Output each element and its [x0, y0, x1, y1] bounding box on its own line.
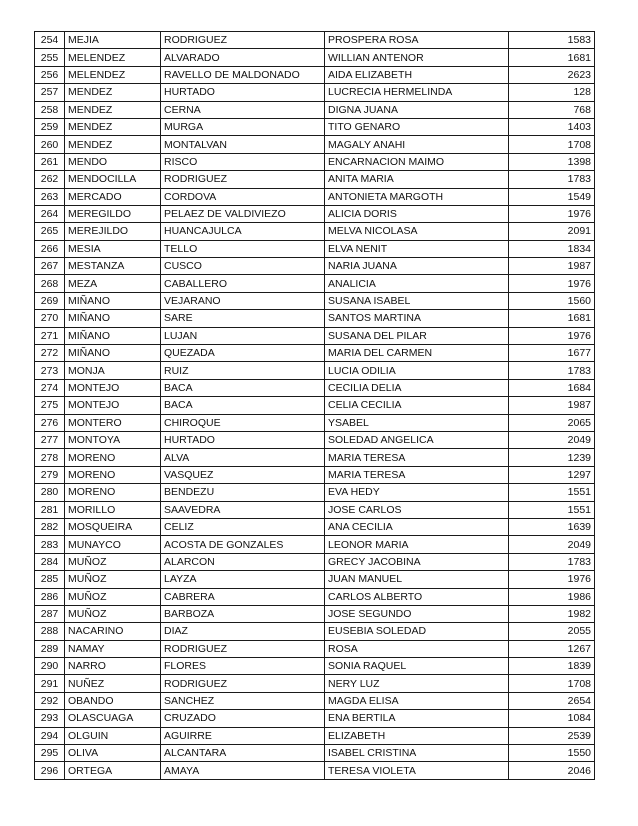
- row-number-cell: 292: [35, 692, 65, 709]
- first-surname-cell: MIÑANO: [65, 345, 161, 362]
- first-surname-cell: MEREJILDO: [65, 223, 161, 240]
- amount-cell: 2046: [509, 762, 595, 779]
- first-surname-cell: NUÑEZ: [65, 675, 161, 692]
- second-surname-cell: FLORES: [161, 658, 325, 675]
- first-surname-cell: OBANDO: [65, 692, 161, 709]
- table-row: [35, 431, 595, 448]
- second-surname-cell: AGUIRRE: [161, 727, 325, 744]
- second-surname-cell: BACA: [161, 397, 325, 414]
- second-surname-cell: ALVARADO: [161, 49, 325, 66]
- given-names-cell: JOSE CARLOS: [325, 501, 509, 518]
- table-row: [35, 466, 595, 483]
- document-page: [34, 31, 594, 780]
- table-row: [35, 171, 595, 188]
- given-names-cell: NERY LUZ: [325, 675, 509, 692]
- first-surname-cell: MONTEJO: [65, 397, 161, 414]
- row-number-cell: 283: [35, 536, 65, 553]
- table-row: [35, 275, 595, 292]
- row-number-cell: 269: [35, 292, 65, 309]
- first-surname-cell: MESIA: [65, 240, 161, 257]
- amount-cell: 1297: [509, 466, 595, 483]
- amount-cell: 2623: [509, 66, 595, 83]
- table-row: [35, 101, 595, 118]
- row-number-cell: 257: [35, 84, 65, 101]
- row-number-cell: 254: [35, 32, 65, 49]
- row-number-cell: 289: [35, 640, 65, 657]
- amount-cell: 2049: [509, 431, 595, 448]
- amount-cell: 1677: [509, 345, 595, 362]
- given-names-cell: LUCRECIA HERMELINDA: [325, 84, 509, 101]
- amount-cell: 1549: [509, 188, 595, 205]
- table-row: [35, 588, 595, 605]
- amount-cell: 1403: [509, 118, 595, 135]
- table-row: [35, 536, 595, 553]
- first-surname-cell: MUÑOZ: [65, 571, 161, 588]
- given-names-cell: PROSPERA ROSA: [325, 32, 509, 49]
- table-row: [35, 153, 595, 170]
- row-number-cell: 287: [35, 605, 65, 622]
- given-names-cell: ANA CECILIA: [325, 518, 509, 535]
- row-number-cell: 281: [35, 501, 65, 518]
- second-surname-cell: CHIROQUE: [161, 414, 325, 431]
- row-number-cell: 265: [35, 223, 65, 240]
- first-surname-cell: NACARINO: [65, 623, 161, 640]
- given-names-cell: SUSANA DEL PILAR: [325, 327, 509, 344]
- given-names-cell: ENCARNACION MAIMO: [325, 153, 509, 170]
- amount-cell: 2065: [509, 414, 595, 431]
- second-surname-cell: SARE: [161, 310, 325, 327]
- table-row: [35, 484, 595, 501]
- first-surname-cell: MEREGILDO: [65, 205, 161, 222]
- row-number-cell: 264: [35, 205, 65, 222]
- table-body: [35, 32, 595, 780]
- second-surname-cell: ALARCON: [161, 553, 325, 570]
- row-number-cell: 280: [35, 484, 65, 501]
- row-number-cell: 270: [35, 310, 65, 327]
- second-surname-cell: MONTALVAN: [161, 136, 325, 153]
- amount-cell: 1398: [509, 153, 595, 170]
- given-names-cell: SOLEDAD ANGELICA: [325, 431, 509, 448]
- row-number-cell: 255: [35, 49, 65, 66]
- table-row: [35, 84, 595, 101]
- first-surname-cell: MELENDEZ: [65, 49, 161, 66]
- second-surname-cell: VASQUEZ: [161, 466, 325, 483]
- table-row: [35, 292, 595, 309]
- amount-cell: 1550: [509, 745, 595, 762]
- amount-cell: 2055: [509, 623, 595, 640]
- second-surname-cell: DIAZ: [161, 623, 325, 640]
- row-number-cell: 271: [35, 327, 65, 344]
- given-names-cell: MARIA TERESA: [325, 449, 509, 466]
- row-number-cell: 267: [35, 258, 65, 275]
- second-surname-cell: ACOSTA DE GONZALES: [161, 536, 325, 553]
- second-surname-cell: SAAVEDRA: [161, 501, 325, 518]
- table-row: [35, 518, 595, 535]
- row-number-cell: 293: [35, 710, 65, 727]
- first-surname-cell: OLGUIN: [65, 727, 161, 744]
- amount-cell: 1976: [509, 275, 595, 292]
- first-surname-cell: MEJIA: [65, 32, 161, 49]
- first-surname-cell: MEZA: [65, 275, 161, 292]
- given-names-cell: ROSA: [325, 640, 509, 657]
- given-names-cell: ENA BERTILA: [325, 710, 509, 727]
- given-names-cell: ISABEL CRISTINA: [325, 745, 509, 762]
- second-surname-cell: AMAYA: [161, 762, 325, 779]
- table-row: [35, 310, 595, 327]
- given-names-cell: DIGNA JUANA: [325, 101, 509, 118]
- first-surname-cell: MIÑANO: [65, 327, 161, 344]
- second-surname-cell: MURGA: [161, 118, 325, 135]
- row-number-cell: 286: [35, 588, 65, 605]
- row-number-cell: 259: [35, 118, 65, 135]
- first-surname-cell: NARRO: [65, 658, 161, 675]
- given-names-cell: ANITA MARIA: [325, 171, 509, 188]
- amount-cell: 1783: [509, 171, 595, 188]
- given-names-cell: EUSEBIA SOLEDAD: [325, 623, 509, 640]
- amount-cell: 1976: [509, 327, 595, 344]
- row-number-cell: 296: [35, 762, 65, 779]
- table-row: [35, 605, 595, 622]
- first-surname-cell: MENDEZ: [65, 101, 161, 118]
- amount-cell: 1976: [509, 205, 595, 222]
- amount-cell: 1783: [509, 553, 595, 570]
- table-row: [35, 49, 595, 66]
- second-surname-cell: ALCANTARA: [161, 745, 325, 762]
- first-surname-cell: MONTERO: [65, 414, 161, 431]
- amount-cell: 1551: [509, 501, 595, 518]
- table-row: [35, 258, 595, 275]
- second-surname-cell: RODRIGUEZ: [161, 32, 325, 49]
- second-surname-cell: HURTADO: [161, 431, 325, 448]
- first-surname-cell: MELENDEZ: [65, 66, 161, 83]
- row-number-cell: 278: [35, 449, 65, 466]
- amount-cell: 768: [509, 101, 595, 118]
- given-names-cell: MELVA NICOLASA: [325, 223, 509, 240]
- first-surname-cell: MENDOCILLA: [65, 171, 161, 188]
- table-row: [35, 205, 595, 222]
- given-names-cell: ELVA NENIT: [325, 240, 509, 257]
- given-names-cell: TERESA VIOLETA: [325, 762, 509, 779]
- amount-cell: 1084: [509, 710, 595, 727]
- table-row: [35, 397, 595, 414]
- row-number-cell: 260: [35, 136, 65, 153]
- amount-cell: 2049: [509, 536, 595, 553]
- row-number-cell: 272: [35, 345, 65, 362]
- given-names-cell: SUSANA ISABEL: [325, 292, 509, 309]
- given-names-cell: EVA HEDY: [325, 484, 509, 501]
- second-surname-cell: CABRERA: [161, 588, 325, 605]
- names-table: [34, 31, 595, 780]
- table-row: [35, 379, 595, 396]
- given-names-cell: LEONOR MARIA: [325, 536, 509, 553]
- amount-cell: 1708: [509, 136, 595, 153]
- first-surname-cell: MUÑOZ: [65, 588, 161, 605]
- given-names-cell: GRECY JACOBINA: [325, 553, 509, 570]
- second-surname-cell: RODRIGUEZ: [161, 675, 325, 692]
- first-surname-cell: MENDEZ: [65, 136, 161, 153]
- second-surname-cell: LUJAN: [161, 327, 325, 344]
- amount-cell: 1681: [509, 49, 595, 66]
- row-number-cell: 275: [35, 397, 65, 414]
- table-row: [35, 710, 595, 727]
- table-row: [35, 675, 595, 692]
- row-number-cell: 279: [35, 466, 65, 483]
- given-names-cell: JUAN MANUEL: [325, 571, 509, 588]
- first-surname-cell: MOSQUEIRA: [65, 518, 161, 535]
- table-row: [35, 623, 595, 640]
- row-number-cell: 274: [35, 379, 65, 396]
- second-surname-cell: LAYZA: [161, 571, 325, 588]
- second-surname-cell: CABALLERO: [161, 275, 325, 292]
- given-names-cell: JOSE SEGUNDO: [325, 605, 509, 622]
- table-row: [35, 66, 595, 83]
- first-surname-cell: MENDO: [65, 153, 161, 170]
- first-surname-cell: MIÑANO: [65, 310, 161, 327]
- first-surname-cell: MORENO: [65, 449, 161, 466]
- first-surname-cell: ORTEGA: [65, 762, 161, 779]
- table-row: [35, 449, 595, 466]
- second-surname-cell: BACA: [161, 379, 325, 396]
- given-names-cell: MARIA TERESA: [325, 466, 509, 483]
- table-row: [35, 762, 595, 779]
- table-row: [35, 223, 595, 240]
- given-names-cell: LUCIA ODILIA: [325, 362, 509, 379]
- second-surname-cell: RISCO: [161, 153, 325, 170]
- row-number-cell: 282: [35, 518, 65, 535]
- first-surname-cell: MONJA: [65, 362, 161, 379]
- row-number-cell: 294: [35, 727, 65, 744]
- second-surname-cell: CRUZADO: [161, 710, 325, 727]
- table-row: [35, 345, 595, 362]
- amount-cell: 2654: [509, 692, 595, 709]
- second-surname-cell: SANCHEZ: [161, 692, 325, 709]
- second-surname-cell: BARBOZA: [161, 605, 325, 622]
- given-names-cell: CARLOS ALBERTO: [325, 588, 509, 605]
- row-number-cell: 291: [35, 675, 65, 692]
- amount-cell: 1839: [509, 658, 595, 675]
- table-row: [35, 727, 595, 744]
- first-surname-cell: MENDEZ: [65, 118, 161, 135]
- first-surname-cell: MIÑANO: [65, 292, 161, 309]
- given-names-cell: ELIZABETH: [325, 727, 509, 744]
- table-row: [35, 501, 595, 518]
- amount-cell: 1783: [509, 362, 595, 379]
- given-names-cell: SANTOS MARTINA: [325, 310, 509, 327]
- given-names-cell: WILLIAN ANTENOR: [325, 49, 509, 66]
- given-names-cell: ANTONIETA MARGOTH: [325, 188, 509, 205]
- amount-cell: 1684: [509, 379, 595, 396]
- table-row: [35, 240, 595, 257]
- given-names-cell: MAGALY ANAHI: [325, 136, 509, 153]
- first-surname-cell: MENDEZ: [65, 84, 161, 101]
- amount-cell: 1551: [509, 484, 595, 501]
- row-number-cell: 290: [35, 658, 65, 675]
- first-surname-cell: MORILLO: [65, 501, 161, 518]
- first-surname-cell: MESTANZA: [65, 258, 161, 275]
- table-row: [35, 136, 595, 153]
- first-surname-cell: NAMAY: [65, 640, 161, 657]
- second-surname-cell: HURTADO: [161, 84, 325, 101]
- amount-cell: 1987: [509, 258, 595, 275]
- second-surname-cell: TELLO: [161, 240, 325, 257]
- second-surname-cell: CERNA: [161, 101, 325, 118]
- given-names-cell: ALICIA DORIS: [325, 205, 509, 222]
- first-surname-cell: MONTOYA: [65, 431, 161, 448]
- first-surname-cell: MERCADO: [65, 188, 161, 205]
- table-row: [35, 118, 595, 135]
- given-names-cell: CECILIA DELIA: [325, 379, 509, 396]
- amount-cell: 1681: [509, 310, 595, 327]
- first-surname-cell: MUÑOZ: [65, 553, 161, 570]
- second-surname-cell: CUSCO: [161, 258, 325, 275]
- given-names-cell: MARIA DEL CARMEN: [325, 345, 509, 362]
- amount-cell: 1987: [509, 397, 595, 414]
- table-row: [35, 692, 595, 709]
- row-number-cell: 277: [35, 431, 65, 448]
- amount-cell: 1639: [509, 518, 595, 535]
- amount-cell: 1583: [509, 32, 595, 49]
- table-row: [35, 362, 595, 379]
- table-row: [35, 658, 595, 675]
- table-row: [35, 553, 595, 570]
- row-number-cell: 266: [35, 240, 65, 257]
- second-surname-cell: RUIZ: [161, 362, 325, 379]
- row-number-cell: 261: [35, 153, 65, 170]
- second-surname-cell: VEJARANO: [161, 292, 325, 309]
- first-surname-cell: MUÑOZ: [65, 605, 161, 622]
- given-names-cell: MAGDA ELISA: [325, 692, 509, 709]
- table-row: [35, 188, 595, 205]
- first-surname-cell: MORENO: [65, 484, 161, 501]
- second-surname-cell: CELIZ: [161, 518, 325, 535]
- given-names-cell: ANALICIA: [325, 275, 509, 292]
- first-surname-cell: OLASCUAGA: [65, 710, 161, 727]
- amount-cell: 1239: [509, 449, 595, 466]
- amount-cell: 2091: [509, 223, 595, 240]
- table-row: [35, 32, 595, 49]
- row-number-cell: 268: [35, 275, 65, 292]
- row-number-cell: 258: [35, 101, 65, 118]
- given-names-cell: NARIA JUANA: [325, 258, 509, 275]
- given-names-cell: YSABEL: [325, 414, 509, 431]
- second-surname-cell: ALVA: [161, 449, 325, 466]
- amount-cell: 1986: [509, 588, 595, 605]
- row-number-cell: 276: [35, 414, 65, 431]
- second-surname-cell: RODRIGUEZ: [161, 171, 325, 188]
- second-surname-cell: RAVELLO DE MALDONADO: [161, 66, 325, 83]
- table-row: [35, 640, 595, 657]
- second-surname-cell: HUANCAJULCA: [161, 223, 325, 240]
- row-number-cell: 273: [35, 362, 65, 379]
- given-names-cell: AIDA ELIZABETH: [325, 66, 509, 83]
- first-surname-cell: MONTEJO: [65, 379, 161, 396]
- row-number-cell: 288: [35, 623, 65, 640]
- table-row: [35, 571, 595, 588]
- row-number-cell: 263: [35, 188, 65, 205]
- second-surname-cell: RODRIGUEZ: [161, 640, 325, 657]
- table-row: [35, 414, 595, 431]
- amount-cell: 1267: [509, 640, 595, 657]
- row-number-cell: 262: [35, 171, 65, 188]
- first-surname-cell: MORENO: [65, 466, 161, 483]
- row-number-cell: 256: [35, 66, 65, 83]
- given-names-cell: CELIA CECILIA: [325, 397, 509, 414]
- amount-cell: 2539: [509, 727, 595, 744]
- first-surname-cell: MUNAYCO: [65, 536, 161, 553]
- table-row: [35, 745, 595, 762]
- amount-cell: 1982: [509, 605, 595, 622]
- amount-cell: 1976: [509, 571, 595, 588]
- first-surname-cell: OLIVA: [65, 745, 161, 762]
- amount-cell: 1834: [509, 240, 595, 257]
- second-surname-cell: PELAEZ DE VALDIVIEZO: [161, 205, 325, 222]
- table-row: [35, 327, 595, 344]
- amount-cell: 128: [509, 84, 595, 101]
- row-number-cell: 295: [35, 745, 65, 762]
- second-surname-cell: BENDEZU: [161, 484, 325, 501]
- second-surname-cell: QUEZADA: [161, 345, 325, 362]
- given-names-cell: TITO GENARO: [325, 118, 509, 135]
- amount-cell: 1708: [509, 675, 595, 692]
- row-number-cell: 285: [35, 571, 65, 588]
- amount-cell: 1560: [509, 292, 595, 309]
- given-names-cell: SONIA RAQUEL: [325, 658, 509, 675]
- row-number-cell: 284: [35, 553, 65, 570]
- second-surname-cell: CORDOVA: [161, 188, 325, 205]
